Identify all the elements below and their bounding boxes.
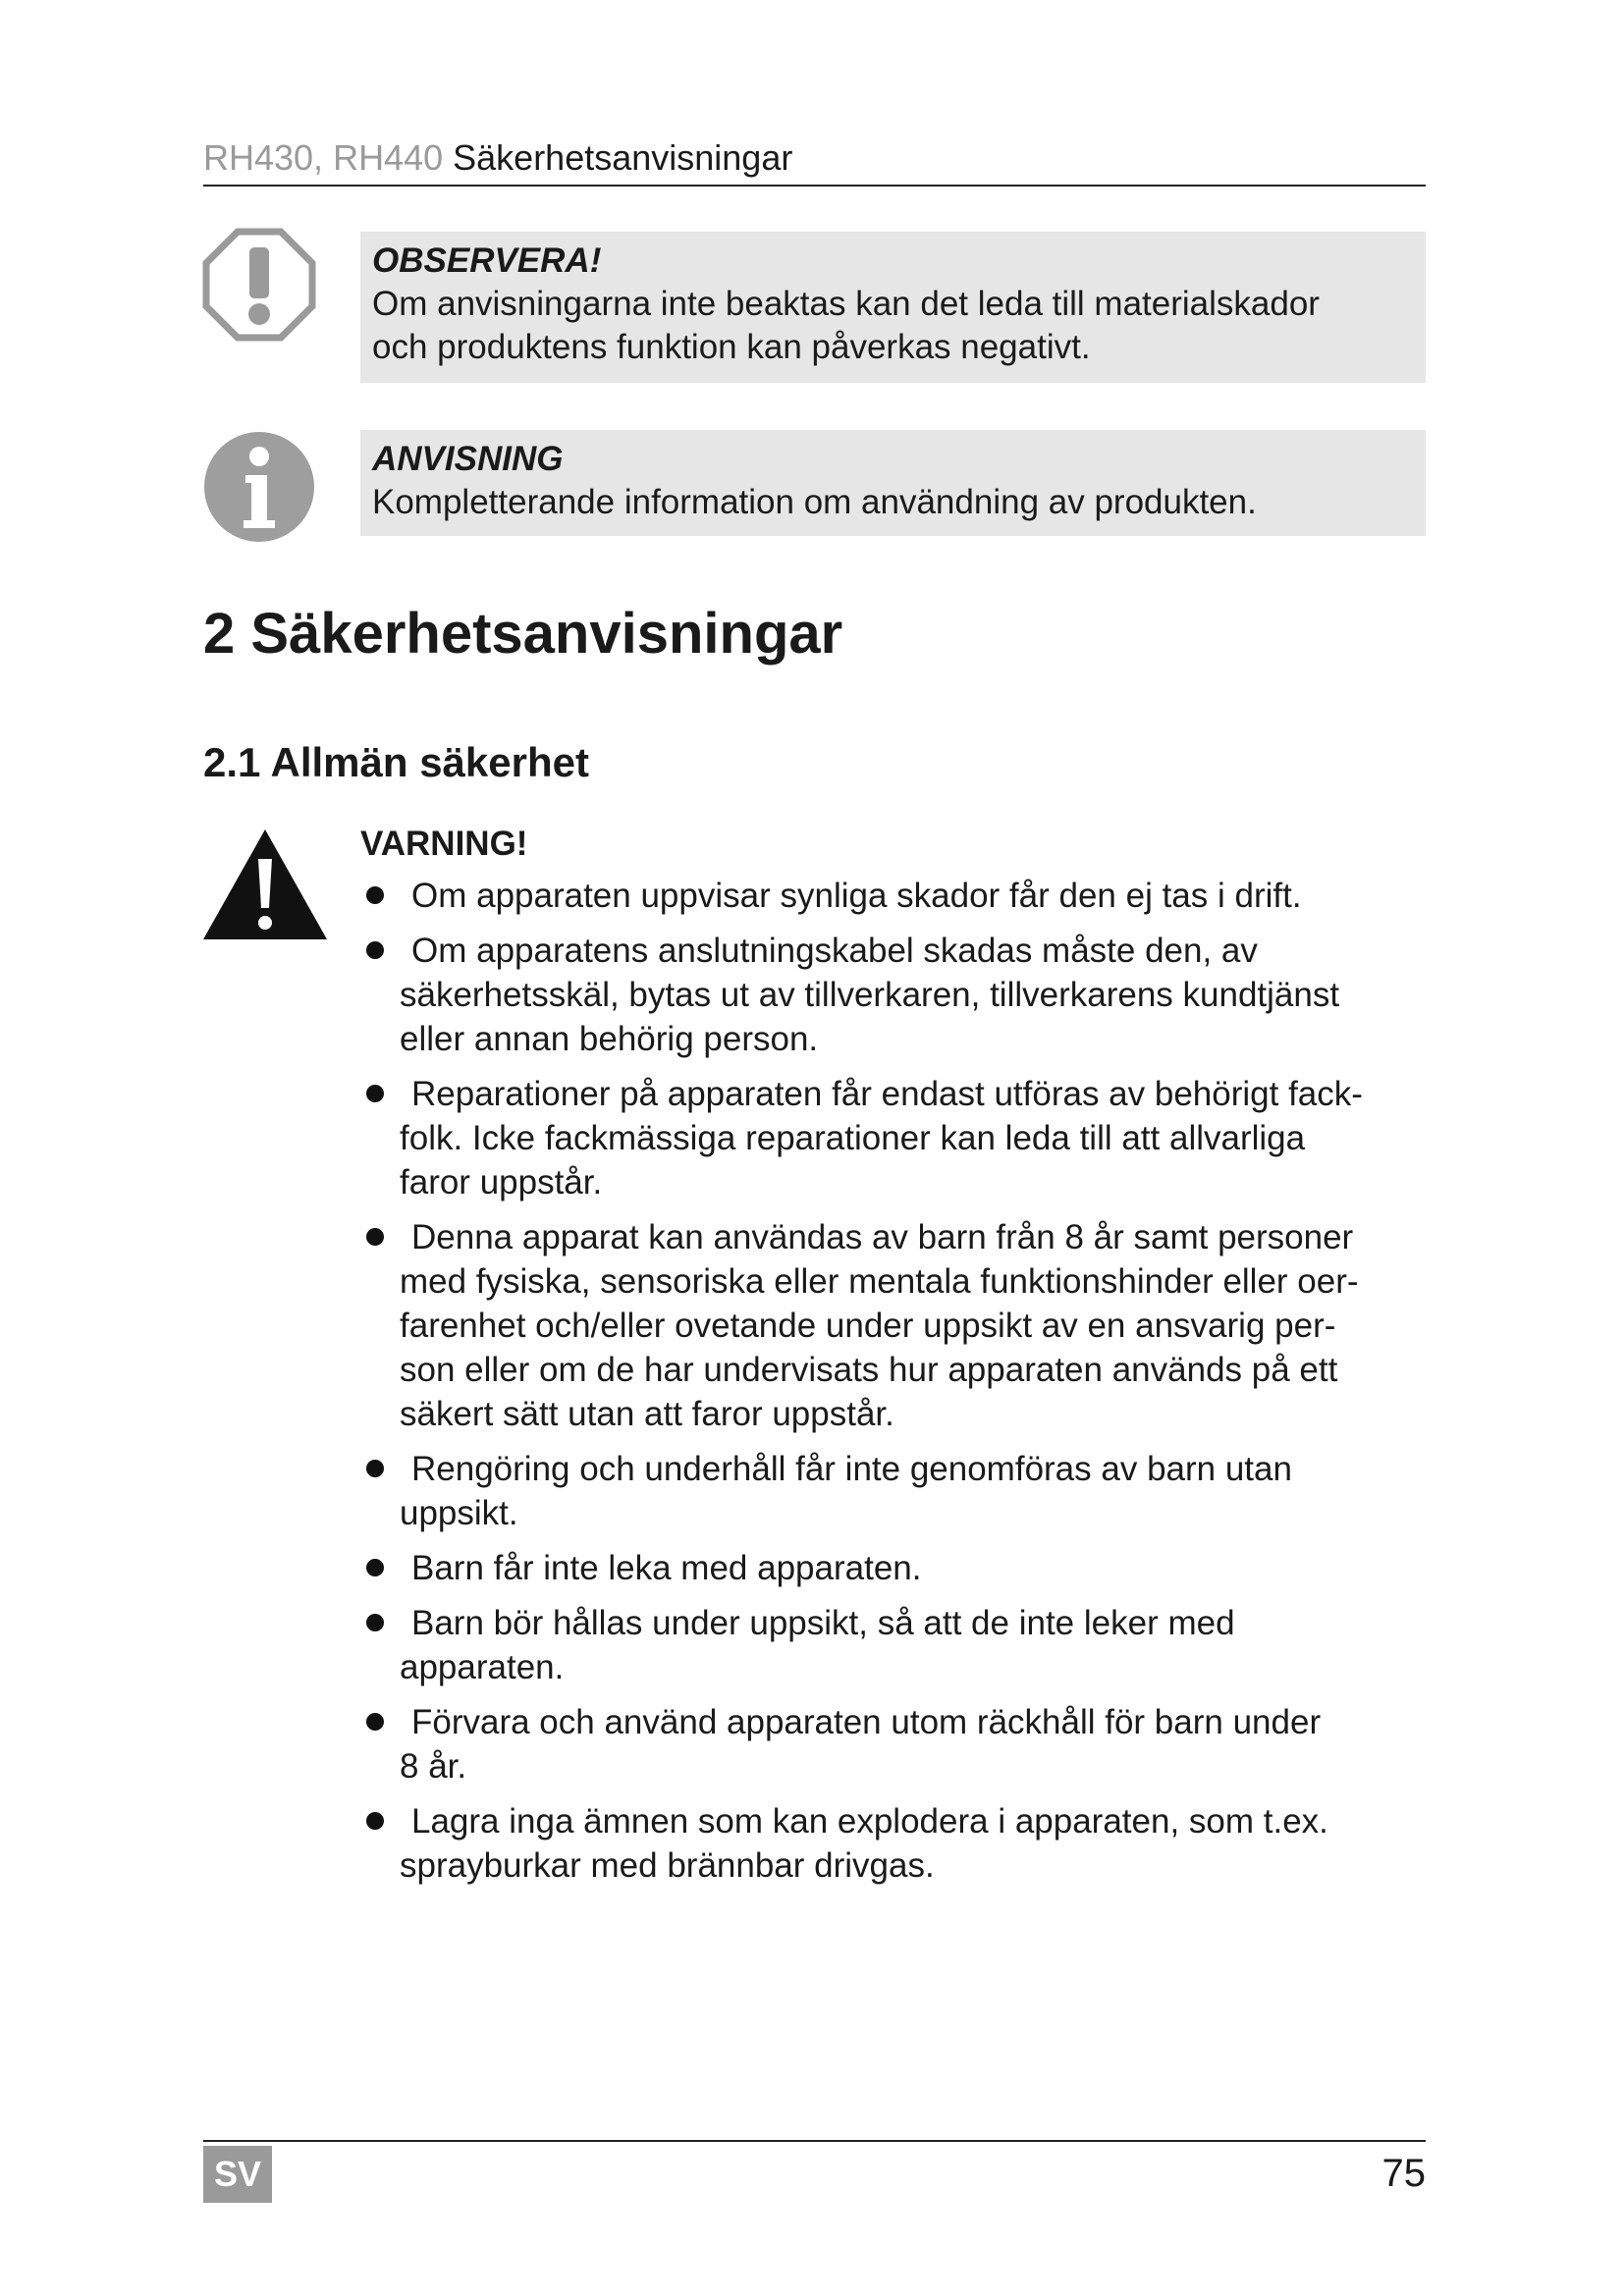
language-badge: SV [203,2146,272,2203]
warning-list [360,874,1440,1888]
warning-block [360,823,1440,1898]
warning-item [360,1601,1440,1689]
warning-item-line: sprayburkar med brännbar drivgas. [400,1846,935,1885]
header-title: Säkerhetsanvisningar [453,137,793,178]
warning-item-line: med fysiska, sensoriska eller mentala funktionshinder eller oer- [400,1262,1359,1301]
warning-item [360,1700,1440,1789]
warning-item [360,929,1440,1061]
warning-item [360,1072,1440,1204]
bullet-icon [366,1559,384,1576]
footer-divider [203,2140,1426,2142]
warning-item-line: säkert sätt utan att faror uppstår. [400,1395,894,1433]
info-icon [202,430,316,544]
bullet-icon [366,1460,384,1477]
warning-item-line: Lagra inga ämnen som kan explodera i apparaten, som t.ex. [411,1802,1328,1841]
warning-item-line: uppsikt. [400,1494,518,1532]
warning-item-line: Om apparatens anslutningskabel skadas måste den, av [411,932,1258,970]
observera-notice [360,232,1426,383]
subsection-title: 2.1 Allmän säkerhet [203,739,589,785]
observera-line-2: och produktens funktion kan påverkas negativt. [372,328,1091,366]
bullet-icon [366,1812,384,1830]
page-number: 75 [1381,2152,1426,2195]
warning-item [360,1215,1440,1436]
warning-item [360,1799,1440,1888]
observera-line-1: Om anvisningarna inte beaktas kan det leda till materialskador [372,285,1320,323]
anvisning-notice [360,430,1426,536]
page-header [203,137,1426,187]
warning-triangle-icon [201,828,329,941]
bullet-icon [366,1713,384,1731]
warning-item [360,1546,1440,1590]
bullet-icon [366,941,384,959]
bullet-icon [366,1614,384,1631]
warning-item-line: säkerhetsskäl, bytas ut av tillverkaren, tillverkarens kundtjänst [400,976,1340,1014]
exclamation-octagon-icon [202,228,316,342]
warning-item [360,874,1440,918]
warning-item-line: Om apparaten uppvisar synliga skador får den ej tas i drift. [411,877,1302,915]
anvisning-heading: ANVISNING [372,440,564,478]
warning-item-line: Barn får inte leka med apparaten. [411,1549,922,1587]
warning-item-line: Rengöring och underhåll får inte genomföras av barn utan [411,1450,1292,1488]
warning-item-line: faror uppstår. [400,1163,603,1201]
warning-item-line: farenhet och/eller ovetande under uppsikt av en ansvarig per- [400,1307,1336,1345]
section-title: 2 Säkerhetsanvisningar [203,602,843,666]
observera-heading: OBSERVERA! [372,241,602,280]
warning-item-line: Reparationer på apparaten får endast utföras av behörigt fack- [411,1075,1363,1113]
bullet-icon [366,1228,384,1246]
warning-item-line: Barn bör hållas under uppsikt, så att de inte leker med [411,1604,1235,1642]
warning-item-line: eller annan behörig person. [400,1020,819,1058]
header-model: RH430, RH440 [203,137,444,178]
warning-item-line: son eller om de har undervisats hur apparaten används på ett [400,1351,1338,1389]
warning-item [360,1447,1440,1535]
warning-item-line: Förvara och använd apparaten utom räckhåll för barn under [411,1703,1322,1741]
warning-item-line: folk. Icke fackmässiga reparationer kan leda till att allvarliga [400,1119,1306,1157]
anvisning-text: Kompletterande information om användning av produkten. [372,483,1257,521]
warning-heading: VARNING! [360,825,528,863]
warning-item-line: Denna apparat kan användas av barn från 8 år samt personer [411,1218,1354,1256]
bullet-icon [366,886,384,904]
warning-item-line: 8 år. [400,1747,467,1786]
warning-item-line: apparaten. [400,1648,565,1686]
bullet-icon [366,1085,384,1102]
